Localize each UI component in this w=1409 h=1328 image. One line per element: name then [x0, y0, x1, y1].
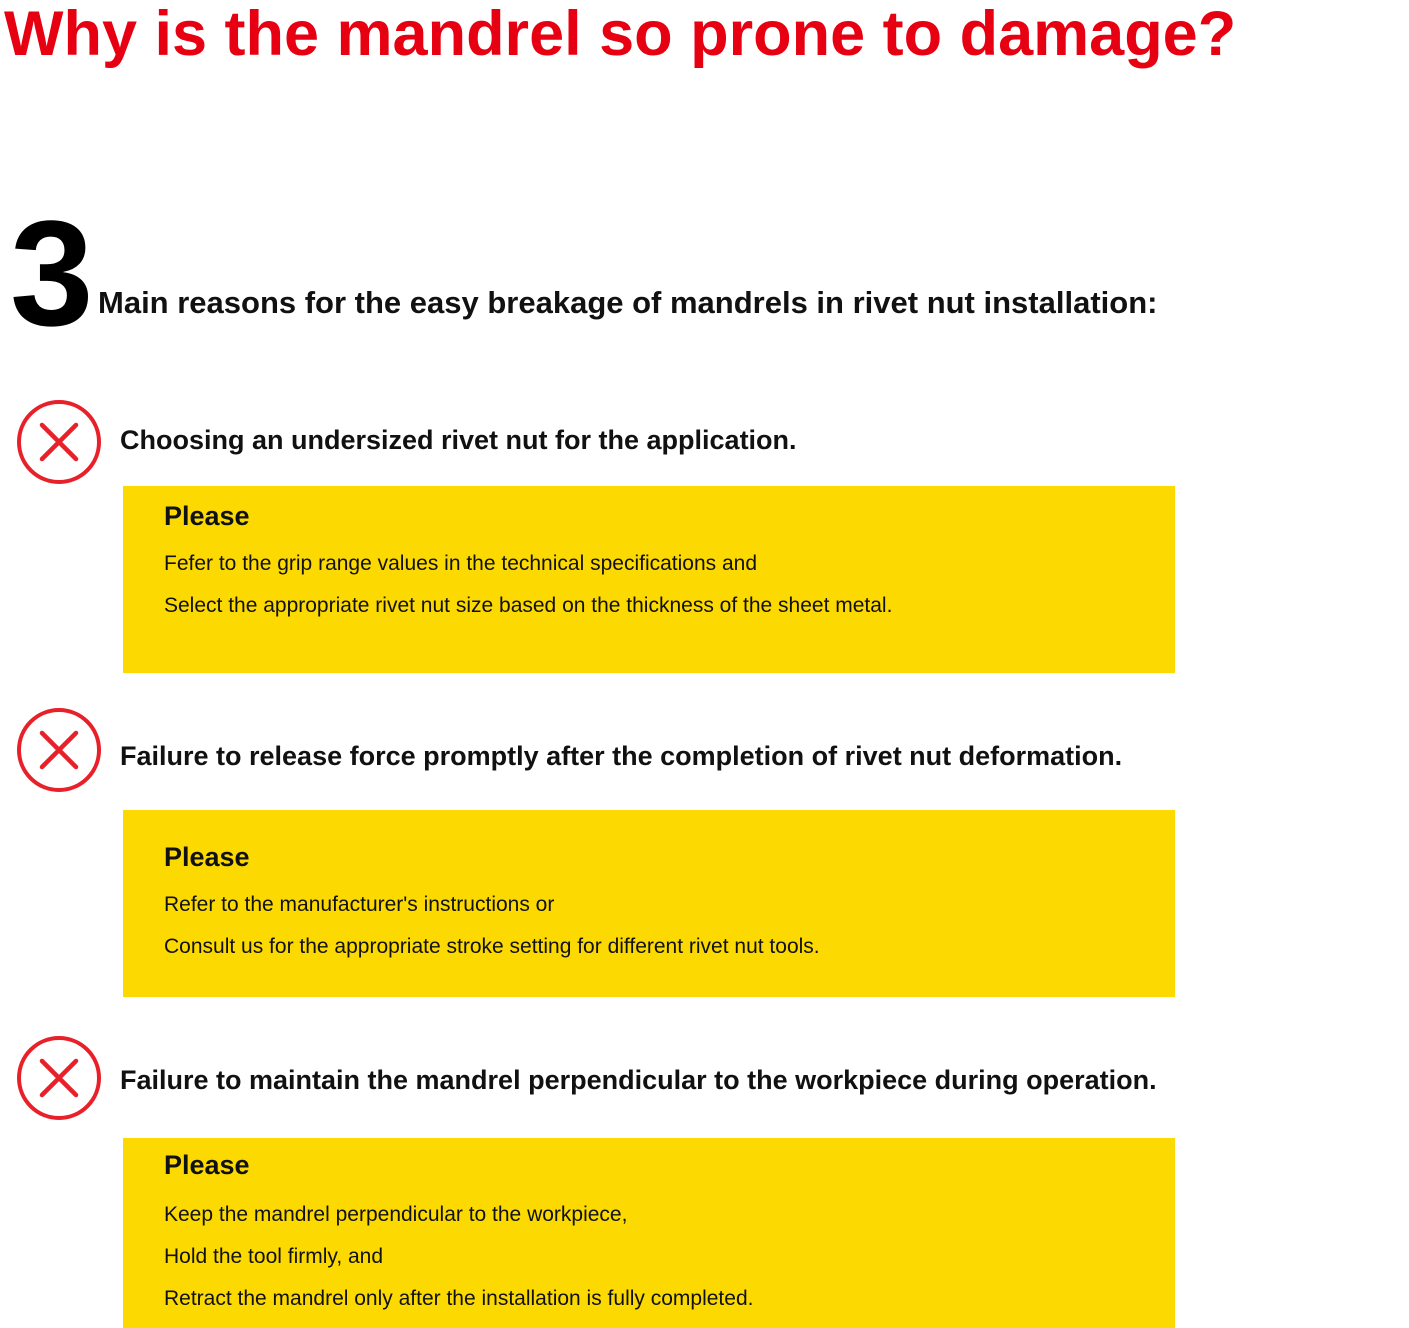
tip-line: Keep the mandrel perpendicular to the workpiece,	[164, 1203, 628, 1226]
tip-line: Retract the mandrel only after the installation is fully completed.	[164, 1287, 754, 1310]
intro-subtitle: Main reasons for the easy breakage of mandrels in rivet nut installation:	[98, 285, 1158, 320]
tip-box	[123, 1138, 1175, 1328]
tip-heading: Please	[164, 842, 250, 872]
tip-box	[123, 810, 1175, 997]
tip-line: Fefer to the grip range values in the technical specifications and	[164, 552, 758, 575]
tip-box	[123, 486, 1175, 673]
tip-line: Hold the tool firmly, and	[164, 1245, 384, 1268]
tip-line: Select the appropriate rivet nut size based on the thickness of the sheet metal.	[164, 594, 893, 617]
tip-heading: Please	[164, 501, 250, 531]
x-circle-icon	[15, 1034, 103, 1122]
tip-line: Refer to the manufacturer's instructions or	[164, 893, 555, 916]
x-circle-icon	[15, 706, 103, 794]
x-circle-icon	[15, 398, 103, 486]
tip-line: Consult us for the appropriate stroke setting for different rivet nut tools.	[164, 935, 820, 958]
reason-title: Failure to release force promptly after the completion of rivet nut deformation.	[120, 741, 1123, 771]
page-title: Why is the mandrel so prone to damage?	[4, 0, 1237, 69]
tip-heading: Please	[164, 1150, 250, 1180]
reason-title: Choosing an undersized rivet nut for the application.	[120, 425, 797, 455]
reason-title: Failure to maintain the mandrel perpendicular to the workpiece during operation.	[120, 1065, 1157, 1095]
reason-count: 3	[10, 189, 94, 357]
